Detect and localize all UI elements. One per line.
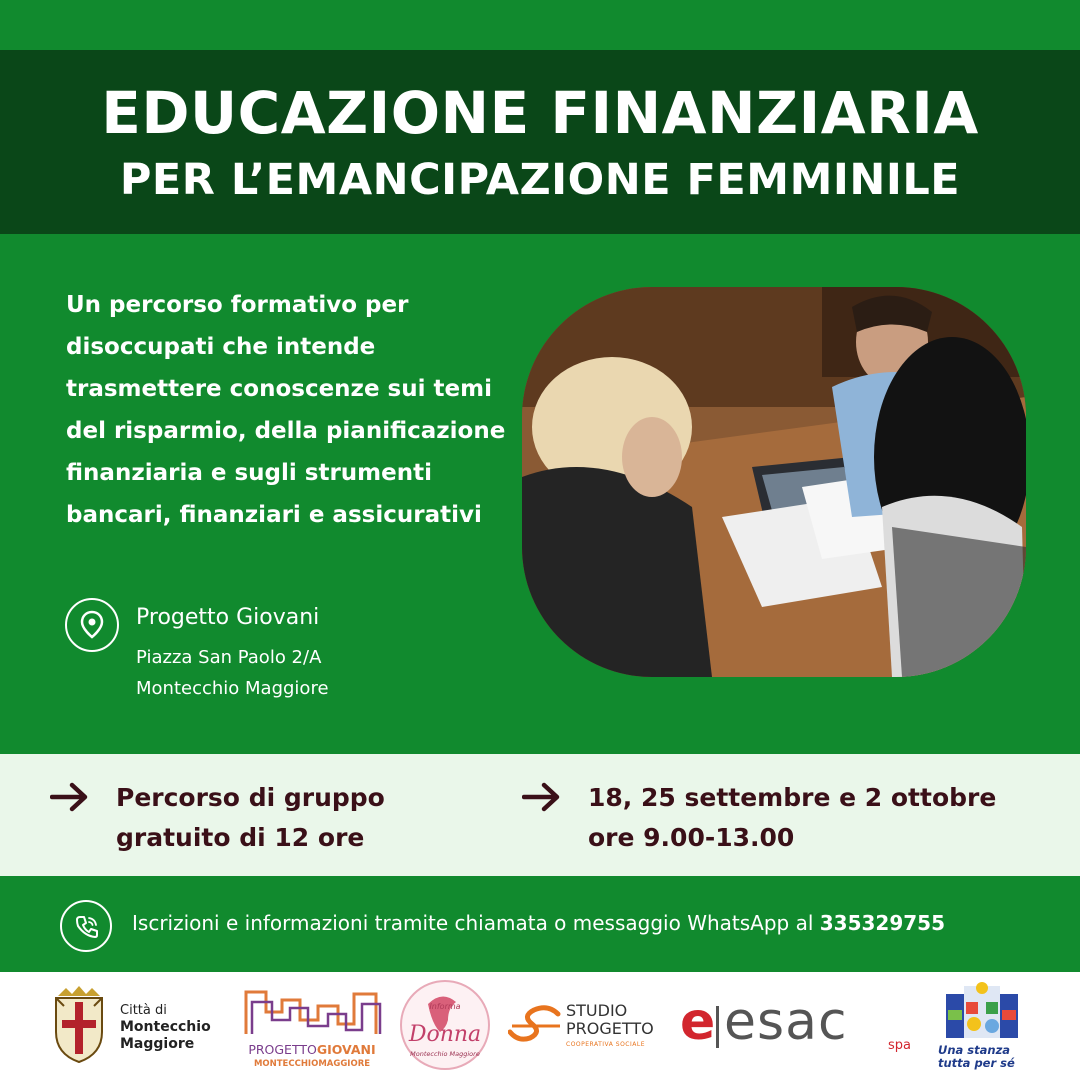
studio-progetto-logo: STUDIO PROGETTO COOPERATIVA SOCIALE	[508, 1002, 668, 1052]
arrow-right-icon	[522, 782, 562, 812]
course-dates: 18, 25 settembre e 2 ottobre ore 9.00-13.00	[588, 783, 997, 852]
title-band	[0, 50, 1080, 234]
informa-donna-logo: Informa Donna Montecchio Maggiore	[398, 978, 492, 1072]
intro-text: Un percorso formativo per disoccupati che intende trasmettere conoscenze sui temi del risparmio, della pianificazione finanziaria e sugli strumenti bancari, finanziari e assicurativi	[66, 292, 506, 528]
coat-of-arms-icon	[52, 986, 106, 1064]
contact-info: Iscrizioni e informazioni tramite chiamata o messaggio WhatsApp al 335329755	[132, 911, 946, 935]
phone-number[interactable]: 335329755	[819, 911, 946, 935]
s-swoosh-icon	[508, 1004, 564, 1044]
una-stanza-logo: Una stanza tutta per sé	[938, 980, 1026, 1078]
location-city: Montecchio Maggiore	[136, 678, 329, 699]
location-name: Progetto Giovani	[136, 605, 320, 630]
phone-icon	[60, 900, 112, 952]
photo-illustration	[522, 287, 1026, 677]
course-format: Percorso di gruppo gratuito di 12 ore	[116, 783, 385, 852]
citta-montecchio-logo: Città di Montecchio Maggiore	[52, 984, 212, 1068]
sponsor-logos	[0, 972, 1080, 1080]
progetto-giovani-logo: PROGETTOGIOVANI MONTECCHIOMAGGIORE	[240, 986, 384, 1072]
details-band	[0, 754, 1080, 876]
esac-logo: e esac spa	[680, 992, 911, 1053]
skyline-icon	[242, 986, 382, 1038]
location-pin-icon	[65, 598, 119, 652]
title-line-2: PER L’EMANCIPAZIONE FEMMINILE	[119, 155, 961, 205]
room-mosaic-icon	[942, 980, 1022, 1042]
arrow-right-icon	[50, 782, 90, 812]
meeting-photo	[522, 287, 1026, 677]
location-address: Piazza San Paolo 2/A	[136, 647, 322, 668]
title-line-1: EDUCAZIONE FINANZIARIA	[101, 79, 979, 147]
